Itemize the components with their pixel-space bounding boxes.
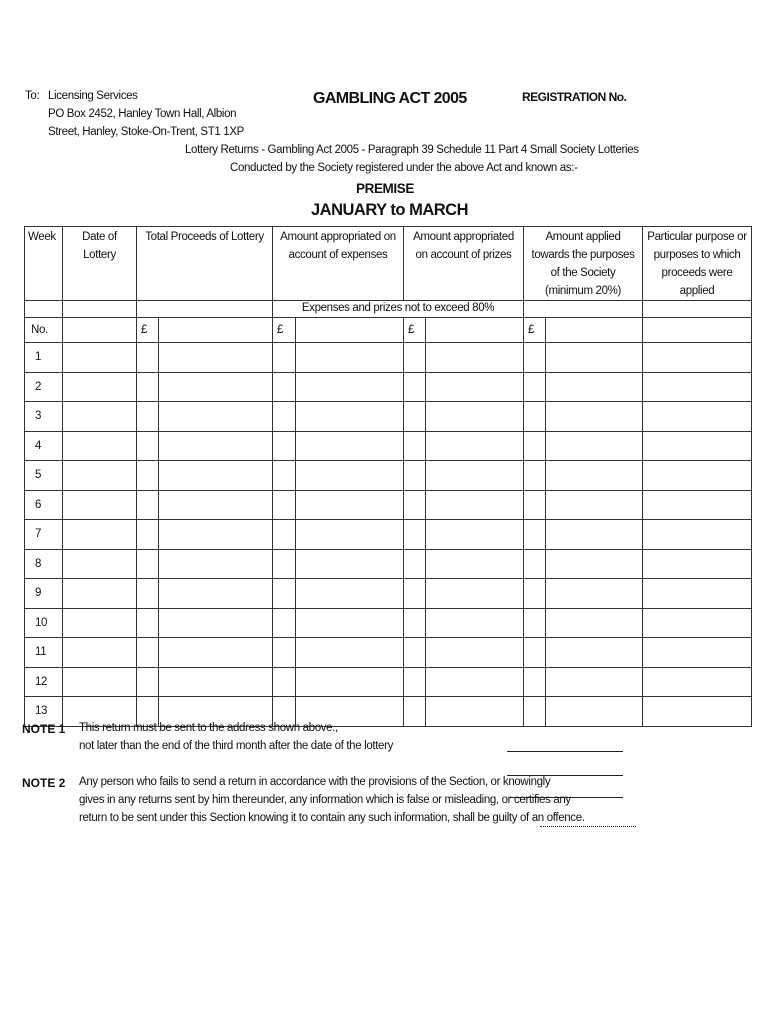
to-label: To: <box>25 90 40 102</box>
week-number: 5 <box>25 461 63 491</box>
cell-input[interactable] <box>404 343 426 373</box>
cell-input[interactable] <box>404 697 426 727</box>
col-expenses-header: Amount appropriated on account of expenses <box>273 227 404 301</box>
cell-input[interactable] <box>524 343 546 373</box>
cell-input[interactable] <box>137 372 159 402</box>
cell-input[interactable] <box>273 520 296 550</box>
cell-input[interactable] <box>404 461 426 491</box>
week-number: 3 <box>25 402 63 432</box>
expenses-note-row <box>25 301 752 318</box>
week-number: 8 <box>25 549 63 579</box>
lottery-returns-table <box>24 226 752 727</box>
week-number: 11 <box>25 638 63 668</box>
cell-input[interactable] <box>137 579 159 609</box>
address-line-1: Licensing Services <box>48 90 138 102</box>
table-row <box>25 520 752 550</box>
cell-input[interactable] <box>643 431 752 461</box>
cell-input[interactable] <box>404 490 426 520</box>
signature-line[interactable] <box>507 751 623 752</box>
cell-input[interactable] <box>643 318 752 343</box>
pound-sign: £ <box>404 318 426 343</box>
cell-input[interactable] <box>137 608 159 638</box>
note-2-line-2: gives in any returns sent by him thereunder, any information which is false or misleading, or certifies any <box>79 794 571 806</box>
table-row <box>25 490 752 520</box>
cell-input[interactable] <box>296 318 404 343</box>
table-row <box>25 431 752 461</box>
cell-input[interactable] <box>273 579 296 609</box>
cell-input[interactable] <box>273 372 296 402</box>
cell-input[interactable] <box>546 608 643 638</box>
cell-input[interactable] <box>524 461 546 491</box>
cell-input[interactable] <box>643 372 752 402</box>
cell-input[interactable] <box>524 697 546 727</box>
cell-input[interactable] <box>524 490 546 520</box>
cell-input[interactable] <box>159 520 273 550</box>
cell-input[interactable] <box>296 549 404 579</box>
cell-input[interactable] <box>546 318 643 343</box>
cell-input[interactable] <box>524 520 546 550</box>
cell-input[interactable] <box>404 431 426 461</box>
cell-input[interactable] <box>137 461 159 491</box>
cell-input[interactable] <box>643 667 752 697</box>
cell-input[interactable] <box>404 402 426 432</box>
cell-input[interactable] <box>643 579 752 609</box>
cell-input[interactable] <box>159 638 273 668</box>
cell-input[interactable] <box>426 579 524 609</box>
table-row <box>25 343 752 373</box>
name-line[interactable] <box>507 775 623 776</box>
table-row <box>25 608 752 638</box>
cell-input[interactable] <box>643 402 752 432</box>
subtitle-line-1: Lottery Returns - Gambling Act 2005 - Paragraph 39 Schedule 11 Part 4 Small Society Lotteries <box>185 144 639 156</box>
cell-input[interactable] <box>546 431 643 461</box>
col-week-header: Week <box>25 227 63 301</box>
week-number: 1 <box>25 343 63 373</box>
week-number: 9 <box>25 579 63 609</box>
cell-input[interactable] <box>63 402 137 432</box>
note-1-line-2: not later than the end of the third month after the date of the lottery <box>79 740 393 752</box>
cell-input[interactable] <box>273 461 296 491</box>
premise-heading: PREMISE <box>356 181 414 196</box>
cell-input[interactable] <box>643 461 752 491</box>
cell-input[interactable] <box>296 579 404 609</box>
cell-input[interactable] <box>159 667 273 697</box>
cell-input[interactable] <box>426 490 524 520</box>
cell-input[interactable] <box>159 402 273 432</box>
week-number: 2 <box>25 372 63 402</box>
col-date-header: Date of Lottery <box>63 227 137 301</box>
cell-input[interactable] <box>426 431 524 461</box>
week-number: 13 <box>25 697 63 727</box>
cell-input[interactable] <box>137 638 159 668</box>
cell-input[interactable] <box>137 549 159 579</box>
cell-input[interactable] <box>524 372 546 402</box>
cell-input[interactable] <box>273 431 296 461</box>
cell-input[interactable] <box>63 608 137 638</box>
cell-input[interactable] <box>63 490 137 520</box>
cell-input[interactable] <box>296 343 404 373</box>
cell-input[interactable] <box>546 461 643 491</box>
cell-input[interactable] <box>426 520 524 550</box>
cell-input[interactable] <box>426 372 524 402</box>
cell-input[interactable] <box>137 667 159 697</box>
note-1-line-1: This return must be sent to the address shown above., <box>79 722 338 734</box>
address-line-3: Street, Hanley, Stoke-On-Trent, ST1 1XP <box>48 126 244 138</box>
cell-input[interactable] <box>296 431 404 461</box>
cell-input[interactable] <box>159 343 273 373</box>
pound-sign: £ <box>273 318 296 343</box>
cell-input[interactable] <box>643 343 752 373</box>
table-row <box>25 579 752 609</box>
cell-input[interactable] <box>426 608 524 638</box>
cell-input[interactable] <box>63 579 137 609</box>
cell-input[interactable] <box>546 638 643 668</box>
cell-input[interactable] <box>273 343 296 373</box>
table-header-row <box>25 227 752 301</box>
cell-input[interactable] <box>159 372 273 402</box>
cell-input[interactable] <box>524 608 546 638</box>
cell-input[interactable] <box>159 431 273 461</box>
cell-input[interactable] <box>296 608 404 638</box>
pound-sign: £ <box>524 318 546 343</box>
cell-input[interactable] <box>404 579 426 609</box>
cell-input[interactable] <box>426 667 524 697</box>
cell-input[interactable] <box>273 549 296 579</box>
no-label: No. <box>25 318 63 343</box>
table-row <box>25 461 752 491</box>
note-1-label: NOTE 1 <box>22 722 66 736</box>
cell-input[interactable] <box>643 520 752 550</box>
cell-input[interactable] <box>546 372 643 402</box>
cell-input[interactable] <box>546 402 643 432</box>
cell-input[interactable] <box>404 667 426 697</box>
week-rows <box>25 343 752 727</box>
week-number: 4 <box>25 431 63 461</box>
cell-input[interactable] <box>63 431 137 461</box>
cell-input[interactable] <box>63 372 137 402</box>
cell-input[interactable] <box>524 667 546 697</box>
cell-input[interactable] <box>63 343 137 373</box>
cell-input[interactable] <box>273 490 296 520</box>
cell-input[interactable] <box>273 667 296 697</box>
cell-input[interactable] <box>137 343 159 373</box>
note-2-line-3: return to be sent under this Section knowing it to contain any such information, shall be guilty of an offence. <box>79 812 585 824</box>
cell-input[interactable] <box>546 490 643 520</box>
cell-input[interactable] <box>296 638 404 668</box>
cell-input[interactable] <box>159 549 273 579</box>
cell-input[interactable] <box>296 461 404 491</box>
form-title: GAMBLING ACT 2005 <box>313 90 467 107</box>
cell-input[interactable] <box>404 638 426 668</box>
cell-input[interactable] <box>404 549 426 579</box>
cell-input[interactable] <box>296 372 404 402</box>
cell-input[interactable] <box>159 461 273 491</box>
col-prizes-header: Amount appropriated on account of prizes <box>404 227 524 301</box>
pound-sign: £ <box>137 318 159 343</box>
week-number: 7 <box>25 520 63 550</box>
currency-row <box>25 318 752 343</box>
table-row <box>25 667 752 697</box>
cell-input[interactable] <box>426 549 524 579</box>
cell-input[interactable] <box>546 343 643 373</box>
cell-input[interactable] <box>643 638 752 668</box>
cell-input[interactable] <box>159 490 273 520</box>
address-line-2: PO Box 2452, Hanley Town Hall, Albion <box>48 108 237 120</box>
cell-input[interactable] <box>63 638 137 668</box>
cell-input[interactable] <box>643 549 752 579</box>
cell-input[interactable] <box>137 520 159 550</box>
table-row <box>25 372 752 402</box>
cell-input[interactable] <box>63 667 137 697</box>
cell-input[interactable] <box>524 402 546 432</box>
cell-input[interactable] <box>159 579 273 609</box>
cell-input[interactable] <box>524 549 546 579</box>
cell-input[interactable] <box>426 461 524 491</box>
cell-input[interactable] <box>426 697 524 727</box>
cell-input[interactable] <box>63 549 137 579</box>
position-line[interactable] <box>510 797 623 798</box>
cell-input[interactable] <box>404 372 426 402</box>
col-total-proceeds-header: Total Proceeds of Lottery <box>137 227 273 301</box>
date-line[interactable] <box>540 826 636 827</box>
cell-input[interactable] <box>137 431 159 461</box>
cell-input[interactable] <box>546 697 643 727</box>
cell-input[interactable] <box>643 608 752 638</box>
cell-input[interactable] <box>426 638 524 668</box>
week-number: 6 <box>25 490 63 520</box>
cell-input[interactable] <box>273 608 296 638</box>
cell-input[interactable] <box>643 697 752 727</box>
cell-input[interactable] <box>296 520 404 550</box>
table-row <box>25 402 752 432</box>
table-row <box>25 549 752 579</box>
cell-input[interactable] <box>546 549 643 579</box>
cell-input[interactable] <box>524 638 546 668</box>
cell-input[interactable] <box>426 318 524 343</box>
cell-input[interactable] <box>643 490 752 520</box>
note-2-label: NOTE 2 <box>22 776 66 790</box>
cell-input[interactable] <box>296 490 404 520</box>
cell-input[interactable] <box>546 667 643 697</box>
cell-input[interactable] <box>426 402 524 432</box>
note-2-line-1: Any person who fails to send a return in accordance with the provisions of the Section, or knowingly <box>79 776 551 788</box>
cell-input[interactable] <box>546 520 643 550</box>
cell-input[interactable] <box>524 579 546 609</box>
cell-input[interactable] <box>63 520 137 550</box>
cell-input[interactable] <box>426 343 524 373</box>
cell-input[interactable] <box>524 431 546 461</box>
col-society-purposes-header: Amount applied towards the purposes of the Society (minimum 20%) <box>524 227 643 301</box>
cell-input[interactable] <box>546 579 643 609</box>
period-heading: JANUARY to MARCH <box>311 201 468 219</box>
cell-input[interactable] <box>273 638 296 668</box>
expenses-note: Expenses and prizes not to exceed 80% <box>273 301 524 318</box>
subtitle-line-2: Conducted by the Society registered under the above Act and known as:- <box>230 162 578 174</box>
cell-input[interactable] <box>159 608 273 638</box>
cell-input[interactable] <box>137 490 159 520</box>
week-number: 12 <box>25 667 63 697</box>
cell-input[interactable] <box>404 520 426 550</box>
cell-input[interactable] <box>63 461 137 491</box>
cell-input[interactable] <box>296 402 404 432</box>
registration-number-label: REGISTRATION No. <box>522 90 627 104</box>
cell-input[interactable] <box>159 318 273 343</box>
cell-input[interactable] <box>404 608 426 638</box>
week-number: 10 <box>25 608 63 638</box>
table-row <box>25 638 752 668</box>
cell-input[interactable] <box>137 402 159 432</box>
cell-input[interactable] <box>296 667 404 697</box>
col-particular-purpose-header: Particular purpose or purposes to which proceeds were applied <box>643 227 752 301</box>
cell-input[interactable] <box>273 402 296 432</box>
